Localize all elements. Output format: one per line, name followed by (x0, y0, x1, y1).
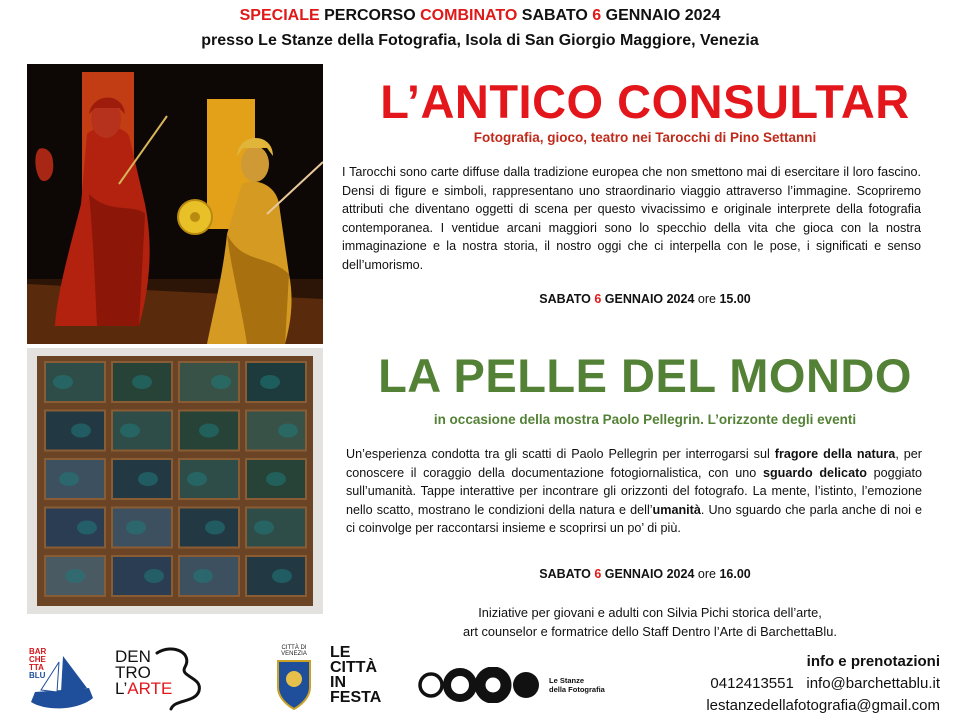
footer-note: Iniziative per giovani e adulti con Silvia Pichi storica dell’arte, art counselor e formatrice dello Staff Dentro l’Arte di BarchettaBlu. (463, 605, 837, 639)
venezia-crest: CITTÀ DI VENEZIA (272, 645, 316, 713)
event1-subtitle: Fotografia, gioco, teatro nei Tarocchi di Pino Settanni (473, 130, 817, 145)
citta-in-festa-logo: LE CITTÀ IN FESTA (330, 644, 382, 706)
contact-block (706, 651, 940, 717)
event1-date: SABATO 6 GENNAIO 2024 ore 15.00 (539, 292, 751, 306)
event1-title: L’ANTICO CONSULTAR (380, 75, 910, 128)
contact-email-2[interactable]: lestanzedellafotografia@gmail.com (706, 697, 940, 714)
stanze-fotografia-logo: Le Stanze della Fotografia (417, 667, 617, 703)
contact-phone[interactable]: 0412413551 (710, 675, 794, 692)
event2-description: Un’esperienza condotta tra gli scatti di Paolo Pellegrin per interrogarsi sul fragore della natura, per conoscere il coraggio della documentazione fotogiornalistica, con uno sguardo delicato poggiato sull’umanità. Tappe interattive per incontrare gli orizzonti del fotografo. La mente, l’istinto, l’emozione nello scatto, mostrano le condizioni della natura e dell’umanità. Uno sguardo che parla anche di noi e ci coinvolge per raccontarsi insieme e scoprirsi un po’ di più. (346, 447, 923, 535)
barchettablu-logo: BAR CHE TTA BLU (27, 648, 97, 712)
tarot-photo (27, 64, 323, 344)
header-line-2: presso Le Stanze della Fotografia, Isola di San Giorgio Maggiore, Venezia (201, 32, 759, 49)
framed-photo-grid (27, 348, 323, 614)
event2-title: LA PELLE DEL MONDO (378, 349, 912, 402)
event2-date: SABATO 6 GENNAIO 2024 ore 16.00 (539, 567, 751, 581)
dentro-arte-logo: DEN TRO L’ARTE (113, 643, 213, 713)
header-line-1: SPECIALE PERCORSO COMBINATO SABATO 6 GENNAIO 2024 (239, 7, 721, 24)
contact-email-1[interactable]: info@barchettablu.it (806, 675, 940, 692)
contact-heading: info e prenotazioni (806, 653, 940, 670)
event1-description: I Tarocchi sono carte diffuse dalla tradizione europea che non smettono mai di esercitare il loro fascino. Densi di figure e simboli, rappresentano uno straordinario viaggio attraverso l’immagine. Scopriremo attributi che diventano oggetti di scena per questo vivacissimo e originale interprete della fotografia contemporanea. I ventidue arcani maggiori sono lo specchio della vita che gioca con la nostra immaginazione e la nostra storia, il nostro oggi che ci interpella con le pose, i significati e senso dell’umorismo. (342, 165, 921, 272)
event2-subtitle: in occasione della mostra Paolo Pellegrin. L’orizzonte degli eventi (433, 412, 857, 427)
